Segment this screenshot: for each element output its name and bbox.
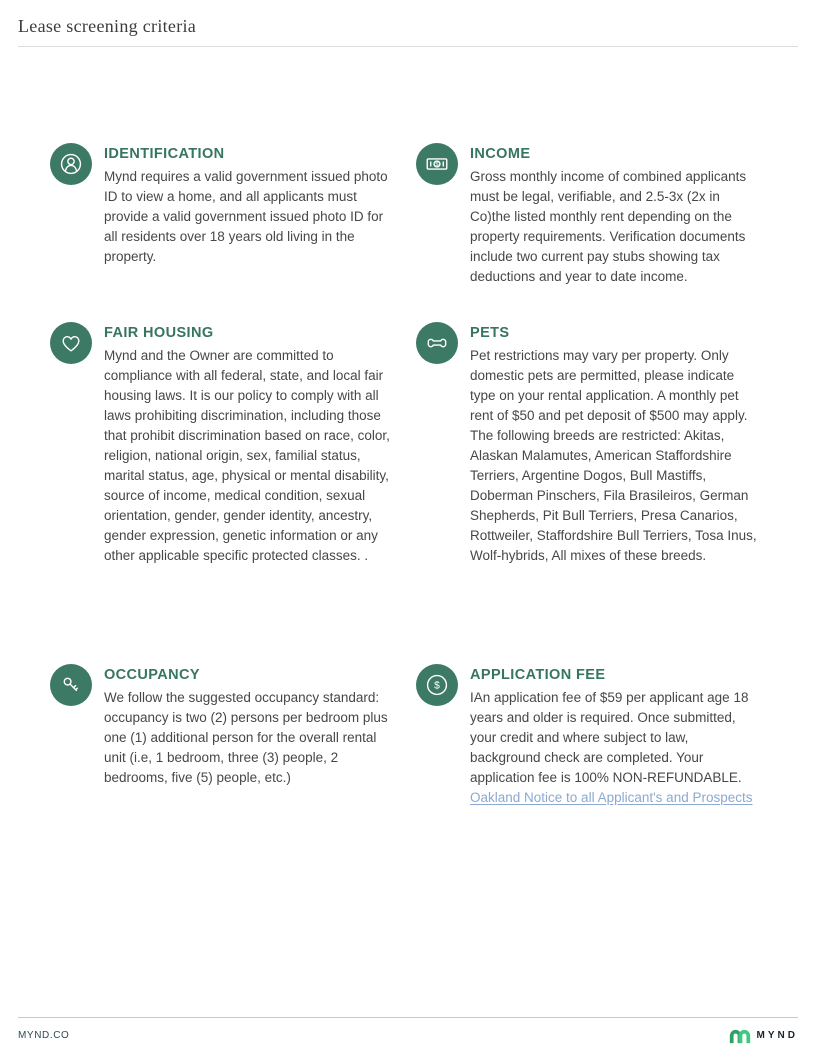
section-body <box>470 688 762 808</box>
dollar-circle-icon <box>416 664 458 706</box>
section-title: INCOME <box>470 146 531 162</box>
section-title: OCCUPANCY <box>104 667 200 683</box>
section-title: APPLICATION FEE <box>470 667 606 683</box>
section-body-text: IAn application fee of $59 per applicant age 18 years and older is required. Once submitted, your credit and where subject to law, background check are completed. Your application fee is 100% NON-REFUNDABLE. <box>470 690 749 785</box>
svg-text:$: $ <box>434 680 440 692</box>
doc-footer <box>0 1017 816 1056</box>
mynd-logo <box>729 1027 798 1044</box>
footer-site-url: MYND.CO <box>18 1030 70 1041</box>
person-icon <box>50 143 92 185</box>
bone-icon <box>416 322 458 364</box>
section-title: IDENTIFICATION <box>104 146 225 162</box>
section-application-fee <box>416 664 788 808</box>
page-title: Lease screening criteria <box>18 16 197 36</box>
section-body: Pet restrictions may vary per property. Only domestic pets are permitted, please indicate type on your rental application. A monthly pet rent of $50 and pet deposit of $500 may apply. The following breeds are restricted: Akitas, Alaskan Malamutes, American Staffordshire Terriers, Argentine Dogos, Bull Mastiffs, Doberman Pinschers, Fila Brasileiros, German Shepherds, Pit Bull Terriers, Presa Canarios, Rottweiler, Staffordshire Bull Terriers, Tosa Inus, Wolf-hybrids, All mixes of these breeds. <box>470 348 757 563</box>
section-body: Mynd and the Owner are committed to compliance with all federal, state, and local fair housing laws. It is our policy to comply with all laws prohibiting discrimination, including those that prohibit discrimination based on race, color, religion, national origin, sex, familial status, marital status, age, physical or mental disability, source of income, medical condition, sexual orientation, gender, gender identity, ancestry, gender expression, genetic information or any other applicable specific protected classes. . <box>104 348 390 563</box>
header-divider <box>18 46 798 47</box>
section-body: Gross monthly income of combined applicants must be legal, verifiable, and 2.5-3x (2x in Co)the listed monthly rent depending on the property requirements. Verification documents include two current pay stubs showing tax deductions and year to date income. <box>470 169 747 284</box>
section-title: FAIR HOUSING <box>104 325 214 341</box>
section-income <box>416 143 788 322</box>
criteria-grid <box>0 143 816 808</box>
doc-header <box>0 0 816 37</box>
mynd-logo-m-icon <box>729 1027 751 1044</box>
money-bill-icon <box>416 143 458 185</box>
mynd-logo-wordmark: MYND <box>756 1030 798 1041</box>
section-fair-housing <box>50 322 416 664</box>
section-title: PETS <box>470 325 510 341</box>
section-occupancy <box>50 664 416 808</box>
heart-icon <box>50 322 92 364</box>
section-pets <box>416 322 788 664</box>
footer-divider <box>18 1017 798 1018</box>
svg-text:$: $ <box>435 162 439 169</box>
oakland-notice-link[interactable]: Oakland Notice to all Applicant's and Prospects <box>470 790 753 805</box>
section-body: Mynd requires a valid government issued photo ID to view a home, and all applicants must provide a valid government issued photo ID for all residents over 18 years old living in the property. <box>104 169 388 264</box>
section-identification <box>50 143 416 322</box>
section-body: We follow the suggested occupancy standard: occupancy is two (2) persons per bedroom plus one (1) additional person for the overall rental unit (i.e, 1 bedroom, three (3) people, 2 bedrooms, five (5) people, etc.) <box>104 690 388 785</box>
key-icon <box>50 664 92 706</box>
